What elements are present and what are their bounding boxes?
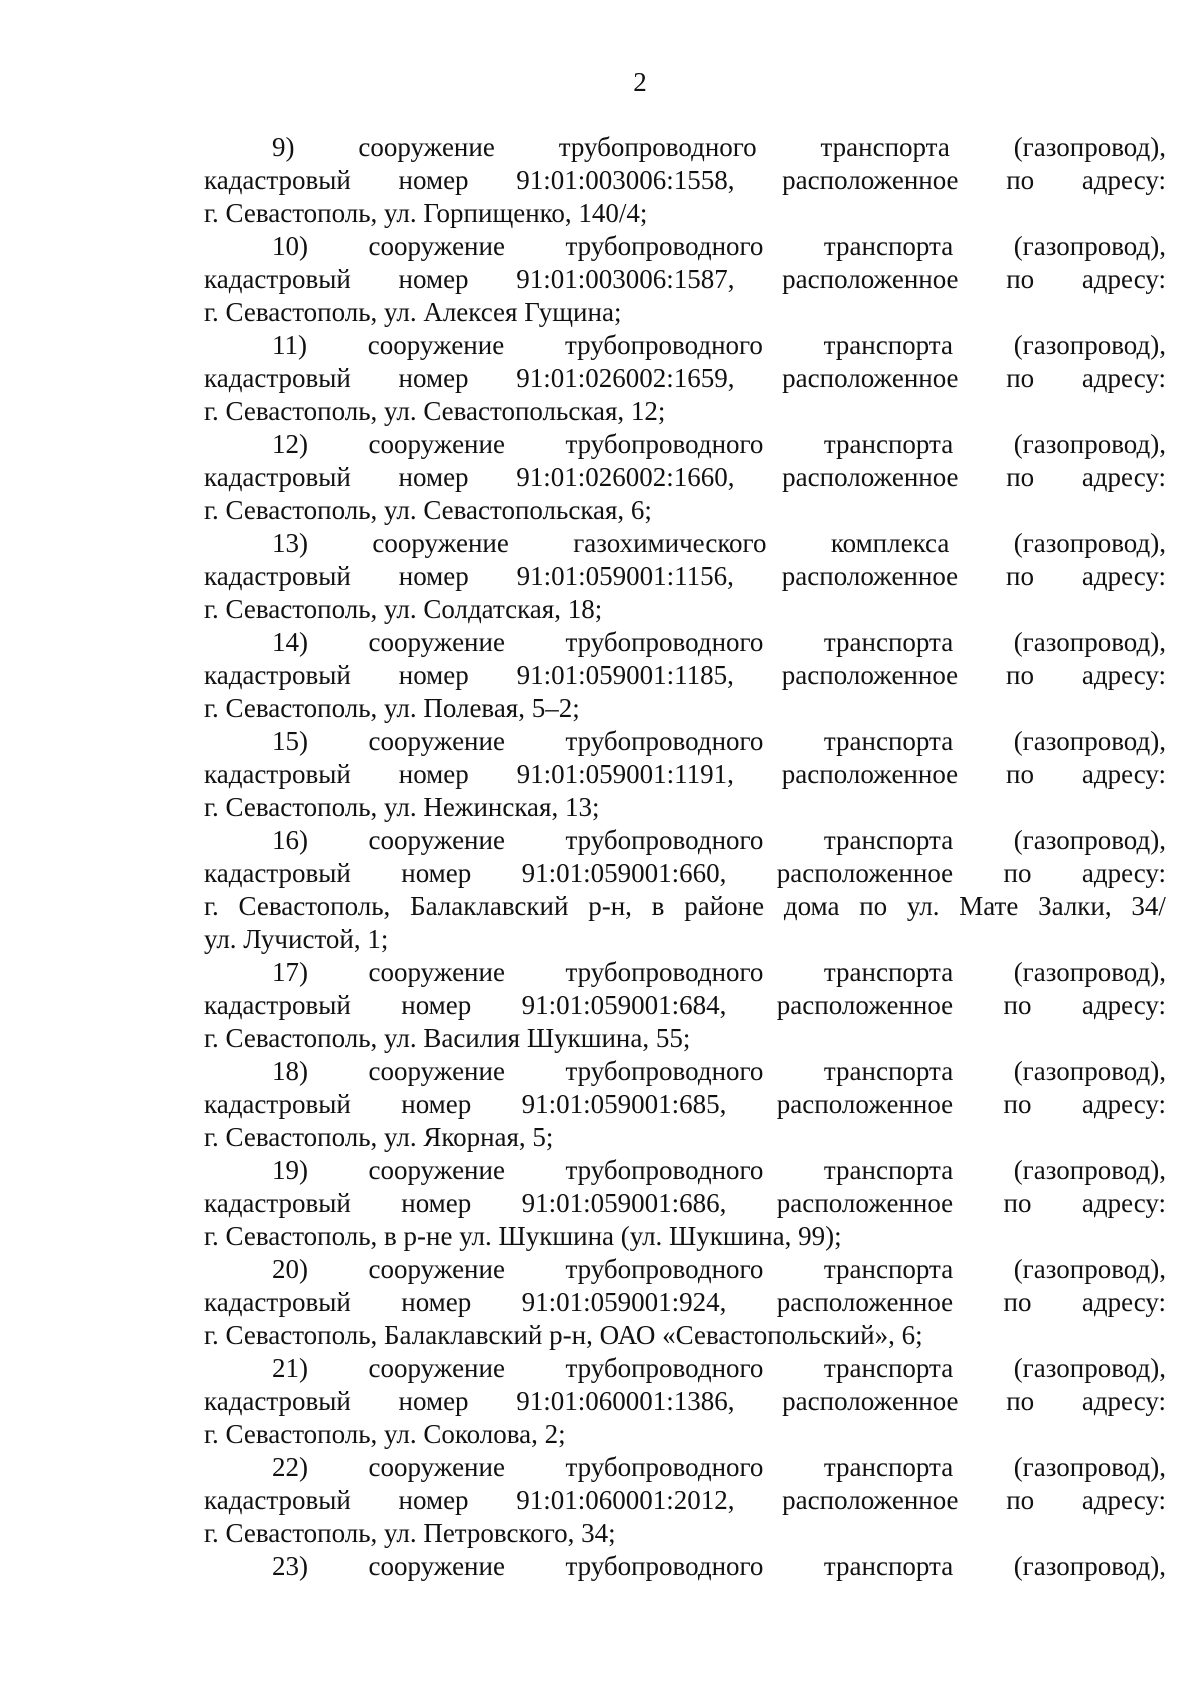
item-text: сооружение: [368, 1056, 505, 1086]
item-text: транспорта: [820, 132, 950, 162]
item-text: кадастровый: [204, 1485, 351, 1515]
item-text: (газопровод),: [1013, 429, 1166, 459]
item-text: кадастровый: [204, 759, 351, 789]
item-text: ул.: [906, 891, 940, 921]
item-text: трубопроводного: [565, 627, 764, 657]
item-text: г. Севастополь, ул. Алексея Гущина;: [204, 297, 622, 327]
item-text: (газопровод),: [1013, 1155, 1166, 1185]
item-text: (газопровод),: [1013, 1353, 1166, 1383]
item-text: транспорта: [823, 330, 953, 360]
item-text: сооружение: [368, 1254, 505, 1284]
item-text: 91:01:003006:1558,: [516, 165, 735, 195]
item-text: 10): [272, 231, 308, 261]
item-text: г. Севастополь, ул. Севастопольская, 6;: [204, 495, 652, 525]
item-text: транспорта: [823, 231, 954, 261]
item-text: трубопроводного: [565, 231, 764, 261]
item-text: районе: [684, 891, 765, 921]
item-text-line: [204, 758, 1166, 791]
item-text: 18): [272, 1056, 308, 1086]
item-text: номер: [398, 462, 469, 492]
item-text: трубопроводного: [565, 1155, 764, 1185]
item-text: расположенное: [776, 1089, 954, 1119]
item-text-line: [204, 560, 1166, 593]
item-text: 91:01:059001:1156,: [516, 561, 734, 591]
item-text: расположенное: [776, 1188, 954, 1218]
item-text: по: [1003, 858, 1032, 888]
item-text: 21): [272, 1353, 308, 1383]
item-address-line: [204, 923, 1166, 956]
item-text-line: [204, 263, 1166, 296]
item-text: транспорта: [823, 957, 954, 987]
item-text: номер: [401, 1287, 472, 1317]
item-text: кадастровый: [204, 1386, 351, 1416]
item-text: трубопроводного: [565, 1551, 764, 1581]
list-item: [204, 230, 1166, 329]
item-text: транспорта: [823, 825, 954, 855]
item-address-line: [204, 1022, 1166, 1055]
item-text: 91:01:003006:1587,: [516, 264, 735, 294]
item-text-line: [204, 362, 1166, 395]
item-text: расположенное: [781, 759, 959, 789]
item-text-line: [204, 1385, 1166, 1418]
item-text: номер: [398, 165, 469, 195]
list-item: [204, 1451, 1166, 1550]
item-text: по: [1003, 1188, 1032, 1218]
item-text: трубопроводного: [564, 330, 763, 360]
item-text: трубопроводного: [565, 825, 764, 855]
item-address-line: [204, 692, 1166, 725]
item-text: 13): [272, 528, 308, 558]
item-text: сооружение: [368, 1155, 505, 1185]
item-text: адресу:: [1081, 561, 1166, 591]
item-heading-line: [204, 329, 1166, 362]
item-text: 91:01:059001:1191,: [516, 759, 734, 789]
item-text: г.: [204, 891, 219, 921]
list-item: [204, 1055, 1166, 1154]
item-text: номер: [401, 990, 472, 1020]
item-text: по: [1006, 1386, 1035, 1416]
item-text: 17): [272, 957, 308, 987]
item-text: сооружение: [368, 1452, 505, 1482]
item-text: (газопровод),: [1013, 330, 1166, 360]
item-text: 20): [272, 1254, 308, 1284]
item-text-line: [204, 659, 1166, 692]
item-heading-line: [204, 824, 1166, 857]
item-text: по: [1006, 759, 1034, 789]
item-text-line: [204, 164, 1166, 197]
item-text: ул. Лучистой, 1;: [204, 924, 389, 954]
list-item: [204, 329, 1166, 428]
item-address-line: [204, 593, 1166, 626]
item-heading-line: [204, 1352, 1166, 1385]
item-text: адресу:: [1081, 990, 1166, 1020]
item-text-line: [204, 989, 1166, 1022]
item-text: расположенное: [782, 1485, 959, 1515]
item-text: адресу:: [1081, 759, 1166, 789]
list-item: [204, 1253, 1166, 1352]
item-text: 16): [272, 825, 308, 855]
item-text: трубопроводного: [565, 1353, 764, 1383]
item-text: номер: [398, 1386, 469, 1416]
item-text: (газопровод),: [1013, 1452, 1166, 1482]
item-text: по: [1003, 1089, 1032, 1119]
item-text: (газопровод),: [1013, 825, 1166, 855]
item-text-line: [204, 1187, 1166, 1220]
item-text: сооружение: [368, 726, 505, 756]
item-text: транспорта: [823, 1056, 954, 1086]
item-text: сооружение: [358, 132, 495, 162]
list-item: [204, 956, 1166, 1055]
list-item: [204, 824, 1166, 956]
item-text: расположенное: [776, 858, 954, 888]
item-heading-line: [204, 1451, 1166, 1484]
item-heading-line: [204, 230, 1166, 263]
item-text: 91:01:026002:1660,: [516, 462, 735, 492]
list-item: [204, 131, 1166, 230]
item-text: р-н,: [588, 891, 632, 921]
item-text: 91:01:059001:685,: [521, 1089, 727, 1119]
item-text: трубопроводного: [565, 957, 764, 987]
item-text: кадастровый: [204, 561, 351, 591]
item-heading-line: [204, 956, 1166, 989]
item-text: (газопровод),: [1013, 726, 1166, 756]
item-text: г. Севастополь, Балаклавский р-н, ОАО «Севастопольский», 6;: [204, 1320, 923, 1350]
item-text: трубопроводного: [565, 1056, 764, 1086]
item-address-line: [204, 1418, 1166, 1451]
item-text: по: [859, 891, 888, 921]
item-text: 91:01:059001:660,: [521, 858, 727, 888]
item-text: номер: [398, 1485, 469, 1515]
item-text-line: [204, 1484, 1166, 1517]
item-text: кадастровый: [204, 660, 351, 690]
item-text: номер: [398, 759, 469, 789]
item-text: по: [1006, 1485, 1035, 1515]
page-number: 2: [633, 67, 647, 97]
item-text: трубопроводного: [565, 429, 764, 459]
item-text: Залки,: [1038, 891, 1112, 921]
item-text: по: [1006, 363, 1035, 393]
item-text: сооружение: [368, 957, 505, 987]
item-heading-line: [204, 1550, 1166, 1583]
item-address-line: [204, 1319, 1166, 1352]
item-heading-line: [204, 1055, 1166, 1088]
item-text: расположенное: [776, 1287, 954, 1317]
item-text: транспорта: [823, 1551, 954, 1581]
item-heading-line: [204, 1253, 1166, 1286]
item-text: Мате: [959, 891, 1019, 921]
item-text: адресу:: [1081, 1089, 1166, 1119]
item-text: номер: [401, 1188, 472, 1218]
item-address-line: [204, 494, 1166, 527]
item-text: сооружение: [367, 330, 505, 360]
item-text: адресу:: [1081, 462, 1166, 492]
item-text: адресу:: [1081, 165, 1166, 195]
item-heading-line: [204, 527, 1166, 560]
item-text: 91:01:059001:924,: [521, 1287, 727, 1317]
item-text: г. Севастополь, в р-не ул. Шукшина (ул. Шукшина, 99);: [204, 1221, 842, 1251]
item-text-line: [204, 1286, 1166, 1319]
item-text: (газопровод),: [1013, 132, 1166, 162]
item-text: по: [1006, 165, 1035, 195]
item-heading-line: [204, 1154, 1166, 1187]
item-text: (газопровод),: [1013, 528, 1166, 558]
item-text: в: [651, 891, 665, 921]
item-text: транспорта: [823, 1155, 954, 1185]
item-text: 91:01:059001:686,: [521, 1188, 727, 1218]
item-text: (газопровод),: [1013, 1056, 1166, 1086]
item-text: газохимического: [573, 528, 767, 558]
item-text: сооружение: [368, 231, 505, 261]
item-text: 34/: [1131, 891, 1166, 921]
item-text: сооружение: [372, 528, 509, 558]
item-address-line: [204, 395, 1166, 428]
item-text: кадастровый: [204, 363, 351, 393]
item-text: 22): [272, 1452, 308, 1482]
item-text: адресу:: [1081, 858, 1166, 888]
item-text: г. Севастополь, ул. Василия Шукшина, 55;: [204, 1023, 691, 1053]
item-text: расположенное: [781, 561, 959, 591]
item-text: кадастровый: [204, 1089, 351, 1119]
item-text: сооружение: [368, 627, 505, 657]
item-text: номер: [398, 660, 469, 690]
item-text: г. Севастополь, ул. Солдатская, 18;: [204, 594, 603, 624]
item-text: 23): [272, 1551, 308, 1581]
item-text: по: [1006, 264, 1035, 294]
item-text: номер: [401, 1089, 472, 1119]
item-text: трубопроводного: [565, 1254, 764, 1284]
item-text: расположенное: [776, 990, 954, 1020]
item-text: Балаклавский: [410, 891, 569, 921]
item-text: (газопровод),: [1013, 957, 1166, 987]
item-text: трубопроводного: [565, 726, 764, 756]
item-text: сооружение: [368, 1353, 505, 1383]
item-address-line: [204, 1517, 1166, 1550]
item-text: г. Севастополь, ул. Горпищенко, 140/4;: [204, 198, 648, 228]
item-text: Севастополь,: [238, 891, 391, 921]
item-text: г. Севастополь, ул. Нежинская, 13;: [204, 792, 600, 822]
item-heading-line: [204, 131, 1166, 164]
item-text: 14): [272, 627, 308, 657]
item-heading-line: [204, 428, 1166, 461]
item-text: по: [1003, 1287, 1032, 1317]
item-text: 91:01:059001:684,: [521, 990, 727, 1020]
item-text: комплекса: [830, 528, 950, 558]
item-text: сооружение: [368, 1551, 505, 1581]
item-text: (газопровод),: [1013, 1254, 1166, 1284]
item-text-line: [204, 461, 1166, 494]
item-text: адресу:: [1081, 1188, 1166, 1218]
item-text: г. Севастополь, ул. Петровского, 34;: [204, 1518, 616, 1548]
item-text: по: [1006, 462, 1035, 492]
item-address-line: [204, 1121, 1166, 1154]
item-text: транспорта: [823, 627, 954, 657]
item-heading-line: [204, 626, 1166, 659]
item-text: сооружение: [368, 429, 505, 459]
item-text: расположенное: [781, 660, 959, 690]
item-text: г. Севастополь, ул. Соколова, 2;: [204, 1419, 566, 1449]
item-text: 15): [272, 726, 308, 756]
item-text: номер: [398, 363, 469, 393]
list-item: [204, 626, 1166, 725]
item-text: (газопровод),: [1013, 627, 1166, 657]
item-text: (газопровод),: [1013, 1551, 1166, 1581]
item-text: по: [1006, 660, 1034, 690]
item-text: (газопровод),: [1013, 231, 1166, 261]
item-text-line: [204, 1088, 1166, 1121]
list-item: [204, 428, 1166, 527]
item-text: расположенное: [782, 1386, 959, 1416]
list-item: [204, 1352, 1166, 1451]
item-text: 11): [272, 330, 307, 360]
item-text: кадастровый: [204, 990, 351, 1020]
list-item: [204, 527, 1166, 626]
item-text: адресу:: [1081, 363, 1166, 393]
item-text: кадастровый: [204, 462, 351, 492]
item-text: г. Севастополь, ул. Севастопольская, 12;: [204, 396, 666, 426]
item-text: расположенное: [782, 264, 959, 294]
list-item: [204, 725, 1166, 824]
item-address-line: [204, 197, 1166, 230]
item-text: г. Севастополь, ул. Полевая, 5–2;: [204, 693, 580, 723]
item-text: расположенное: [782, 462, 959, 492]
item-text: транспорта: [823, 429, 954, 459]
item-text: транспорта: [823, 1353, 954, 1383]
item-text: 91:01:059001:1185,: [516, 660, 734, 690]
item-text: транспорта: [823, 1452, 954, 1482]
item-text: 19): [272, 1155, 308, 1185]
item-text: 91:01:026002:1659,: [516, 363, 735, 393]
item-text: 91:01:060001:1386,: [516, 1386, 735, 1416]
item-text-line: [204, 890, 1166, 923]
item-address-line: [204, 296, 1166, 329]
item-text: г. Севастополь, ул. Якорная, 5;: [204, 1122, 554, 1152]
item-text: трубопроводного: [558, 132, 757, 162]
item-address-line: [204, 791, 1166, 824]
item-text: по: [1006, 561, 1034, 591]
item-text: номер: [398, 561, 469, 591]
item-text: транспорта: [823, 726, 954, 756]
item-text: кадастровый: [204, 264, 351, 294]
item-text: кадастровый: [204, 1287, 351, 1317]
item-text-line: [204, 857, 1166, 890]
item-text: 12): [272, 429, 308, 459]
item-text: по: [1003, 990, 1032, 1020]
item-text: расположенное: [782, 165, 959, 195]
item-list: [204, 131, 1166, 1583]
item-text: сооружение: [368, 825, 505, 855]
item-heading-line: [204, 725, 1166, 758]
list-item: [204, 1550, 1166, 1583]
item-text: адресу:: [1081, 1386, 1166, 1416]
item-text: 9): [272, 132, 295, 162]
item-text: адресу:: [1081, 660, 1166, 690]
item-text: адресу:: [1081, 1287, 1166, 1317]
item-address-line: [204, 1220, 1166, 1253]
list-item: [204, 1154, 1166, 1253]
item-text: номер: [398, 264, 469, 294]
item-text: кадастровый: [204, 1188, 351, 1218]
item-text: кадастровый: [204, 858, 351, 888]
item-text: транспорта: [823, 1254, 954, 1284]
item-text: дома: [783, 891, 840, 921]
item-text: адресу:: [1081, 1485, 1166, 1515]
item-text: 91:01:060001:2012,: [516, 1485, 735, 1515]
item-text: кадастровый: [204, 165, 351, 195]
item-text: трубопроводного: [565, 1452, 764, 1482]
item-text: расположенное: [782, 363, 959, 393]
item-text: номер: [401, 858, 472, 888]
item-text: адресу:: [1081, 264, 1166, 294]
